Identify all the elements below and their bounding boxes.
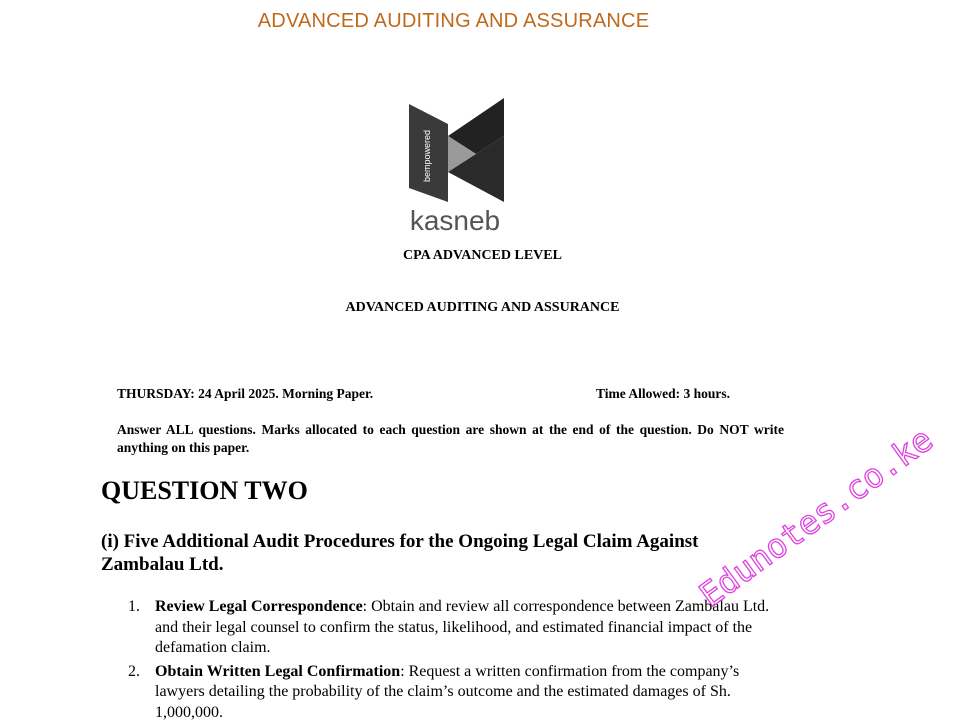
watermark: Edunotes.co.ke	[692, 419, 940, 615]
kasneb-logo-icon	[404, 96, 508, 236]
list-item	[128, 597, 788, 659]
time-allowed: Time Allowed: 3 hours.	[596, 386, 731, 401]
logo-tagline: bempowered	[422, 129, 432, 183]
list-item	[128, 662, 788, 724]
list-item-title: Review Legal Correspondence	[155, 598, 363, 615]
paper-level: CPA ADVANCED LEVEL	[403, 248, 562, 263]
list-item-text: : Request a written confirmation from the company’s lawyers detailing the probability of the claim’s outcome and the estimated damages of Sh. 1,000,000.	[155, 662, 740, 721]
question-subheading: (i) Five Additional Audit Procedures for the Ongoing Legal Claim Against Zambalau Ltd.	[101, 531, 699, 575]
document-header-title: ADVANCED AUDITING AND ASSURANCE	[257, 10, 650, 32]
paper-date: THURSDAY: 24 April 2025. Morning Paper.	[117, 386, 374, 401]
paper-instructions: Answer ALL questions. Marks allocated to each question are shown at the end of the question. Do NOT write anything on this paper.	[117, 422, 784, 455]
procedure-list	[128, 597, 788, 726]
question-title: QUESTION TWO	[101, 476, 308, 505]
list-item-number: 2.	[128, 662, 140, 680]
list-item-text: : Obtain and review all correspondence between Zambalau Ltd. and their legal counsel to confirm the status, likelihood, and estimated financial impact of the defamation claim.	[155, 598, 770, 656]
logo-wordmark: kasneb	[409, 205, 501, 236]
list-item-title: Obtain Written Legal Confirmation	[155, 662, 401, 680]
paper-subject: ADVANCED AUDITING AND ASSURANCE	[345, 300, 620, 315]
kasneb-logo	[404, 96, 508, 236]
list-item-number: 1.	[128, 598, 140, 615]
